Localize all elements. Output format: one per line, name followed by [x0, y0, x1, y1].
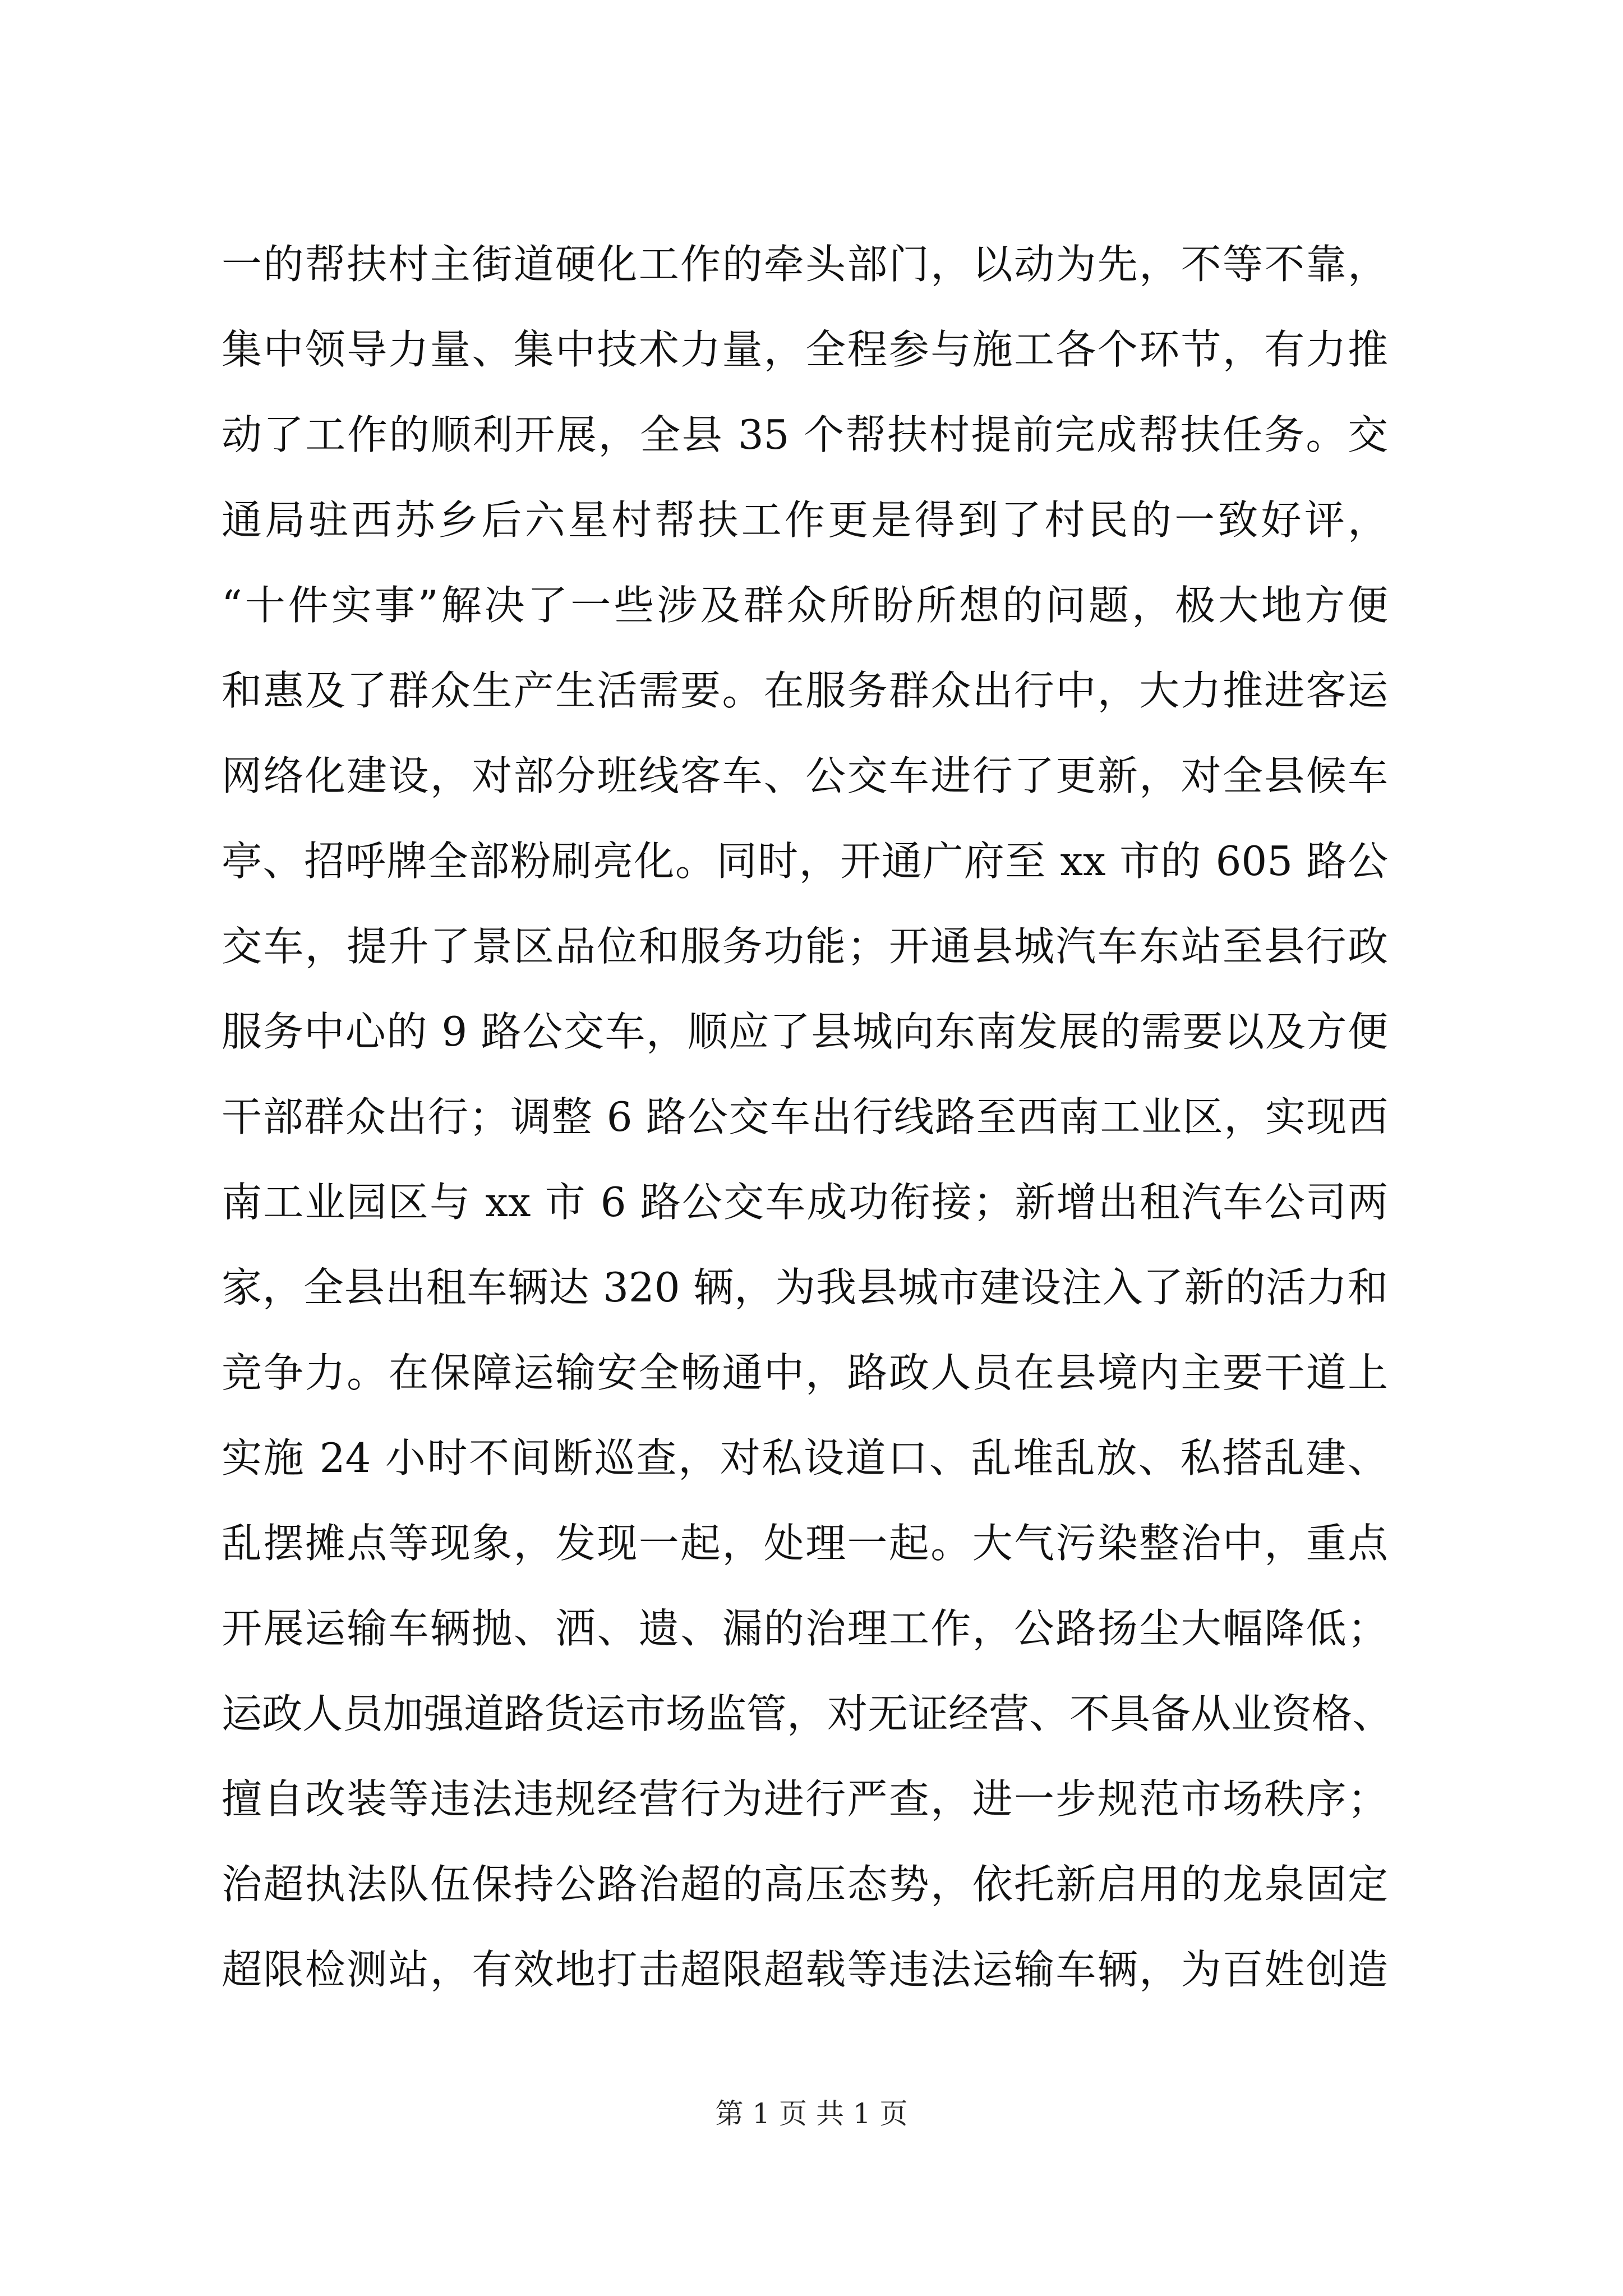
text-line: 动了工作的顺利开展，全县 35 个帮扶村提前完成帮扶任务。交	[222, 411, 1388, 458]
text-line: 一的帮扶村主街道硬化工作的牵头部门，以动为先，不等不靠，	[222, 241, 1388, 288]
text-line: 竞争力。在保障运输安全畅通中，路政人员在县境内主要干道上	[222, 1349, 1388, 1396]
text-line: 通局驻西苏乡后六星村帮扶工作更是得到了村民的一致好评，	[222, 496, 1388, 544]
text-line: 家，全县出租车辆达 320 辆，为我县城市建设注入了新的活力和	[222, 1264, 1388, 1311]
text-line: 交车，提升了景区品位和服务功能；开通县城汽车东站至县行政	[222, 923, 1388, 970]
page-number: 第 1 页 共 1 页	[715, 2097, 908, 2130]
text-line: 和惠及了群众生产生活需要。在服务群众出行中，大力推进客运	[222, 667, 1388, 714]
text-line: 实施 24 小时不间断巡查，对私设道口、乱堆乱放、私搭乱建、	[222, 1434, 1388, 1481]
body-text	[222, 222, 1393, 2012]
text-line: 开展运输车辆抛、洒、遗、漏的治理工作，公路扬尘大幅降低；	[222, 1605, 1388, 1652]
text-line: 网络化建设，对部分班线客车、公交车进行了更新，对全县候车	[222, 752, 1388, 799]
text-line: “十件实事”解决了一些涉及群众所盼所想的问题，极大地方便	[222, 582, 1388, 629]
text-line: 擅自改装等违法违规经营行为进行严查，进一步规范市场秩序；	[222, 1775, 1388, 1823]
text-line: 集中领导力量、集中技术力量，全程参与施工各个环节，有力推	[222, 326, 1388, 373]
text-line: 治超执法队伍保持公路治超的高压态势，依托新启用的龙泉固定	[222, 1861, 1388, 1908]
page-footer	[0, 2091, 1623, 2132]
text-line: 干部群众出行；调整 6 路公交车出行线路至西南工业区，实现西	[222, 1093, 1388, 1140]
text-line: 亭、招呼牌全部粉刷亮化。同时，开通广府至 xx 市的 605 路公	[222, 838, 1388, 885]
text-line: 运政人员加强道路货运市场监管，对无证经营、不具备从业资格、	[222, 1690, 1393, 1737]
text-line: 超限检测站，有效地打击超限超载等违法运输车辆，为百姓创造	[222, 1946, 1388, 1993]
text-line: 服务中心的 9 路公交车，顺应了县城向东南发展的需要以及方便	[222, 1008, 1388, 1055]
text-line: 乱摆摊点等现象，发现一起，处理一起。大气污染整治中，重点	[222, 1520, 1388, 1567]
text-line: 南工业园区与 xx 市 6 路公交车成功衔接；新增出租汽车公司两	[222, 1179, 1388, 1226]
